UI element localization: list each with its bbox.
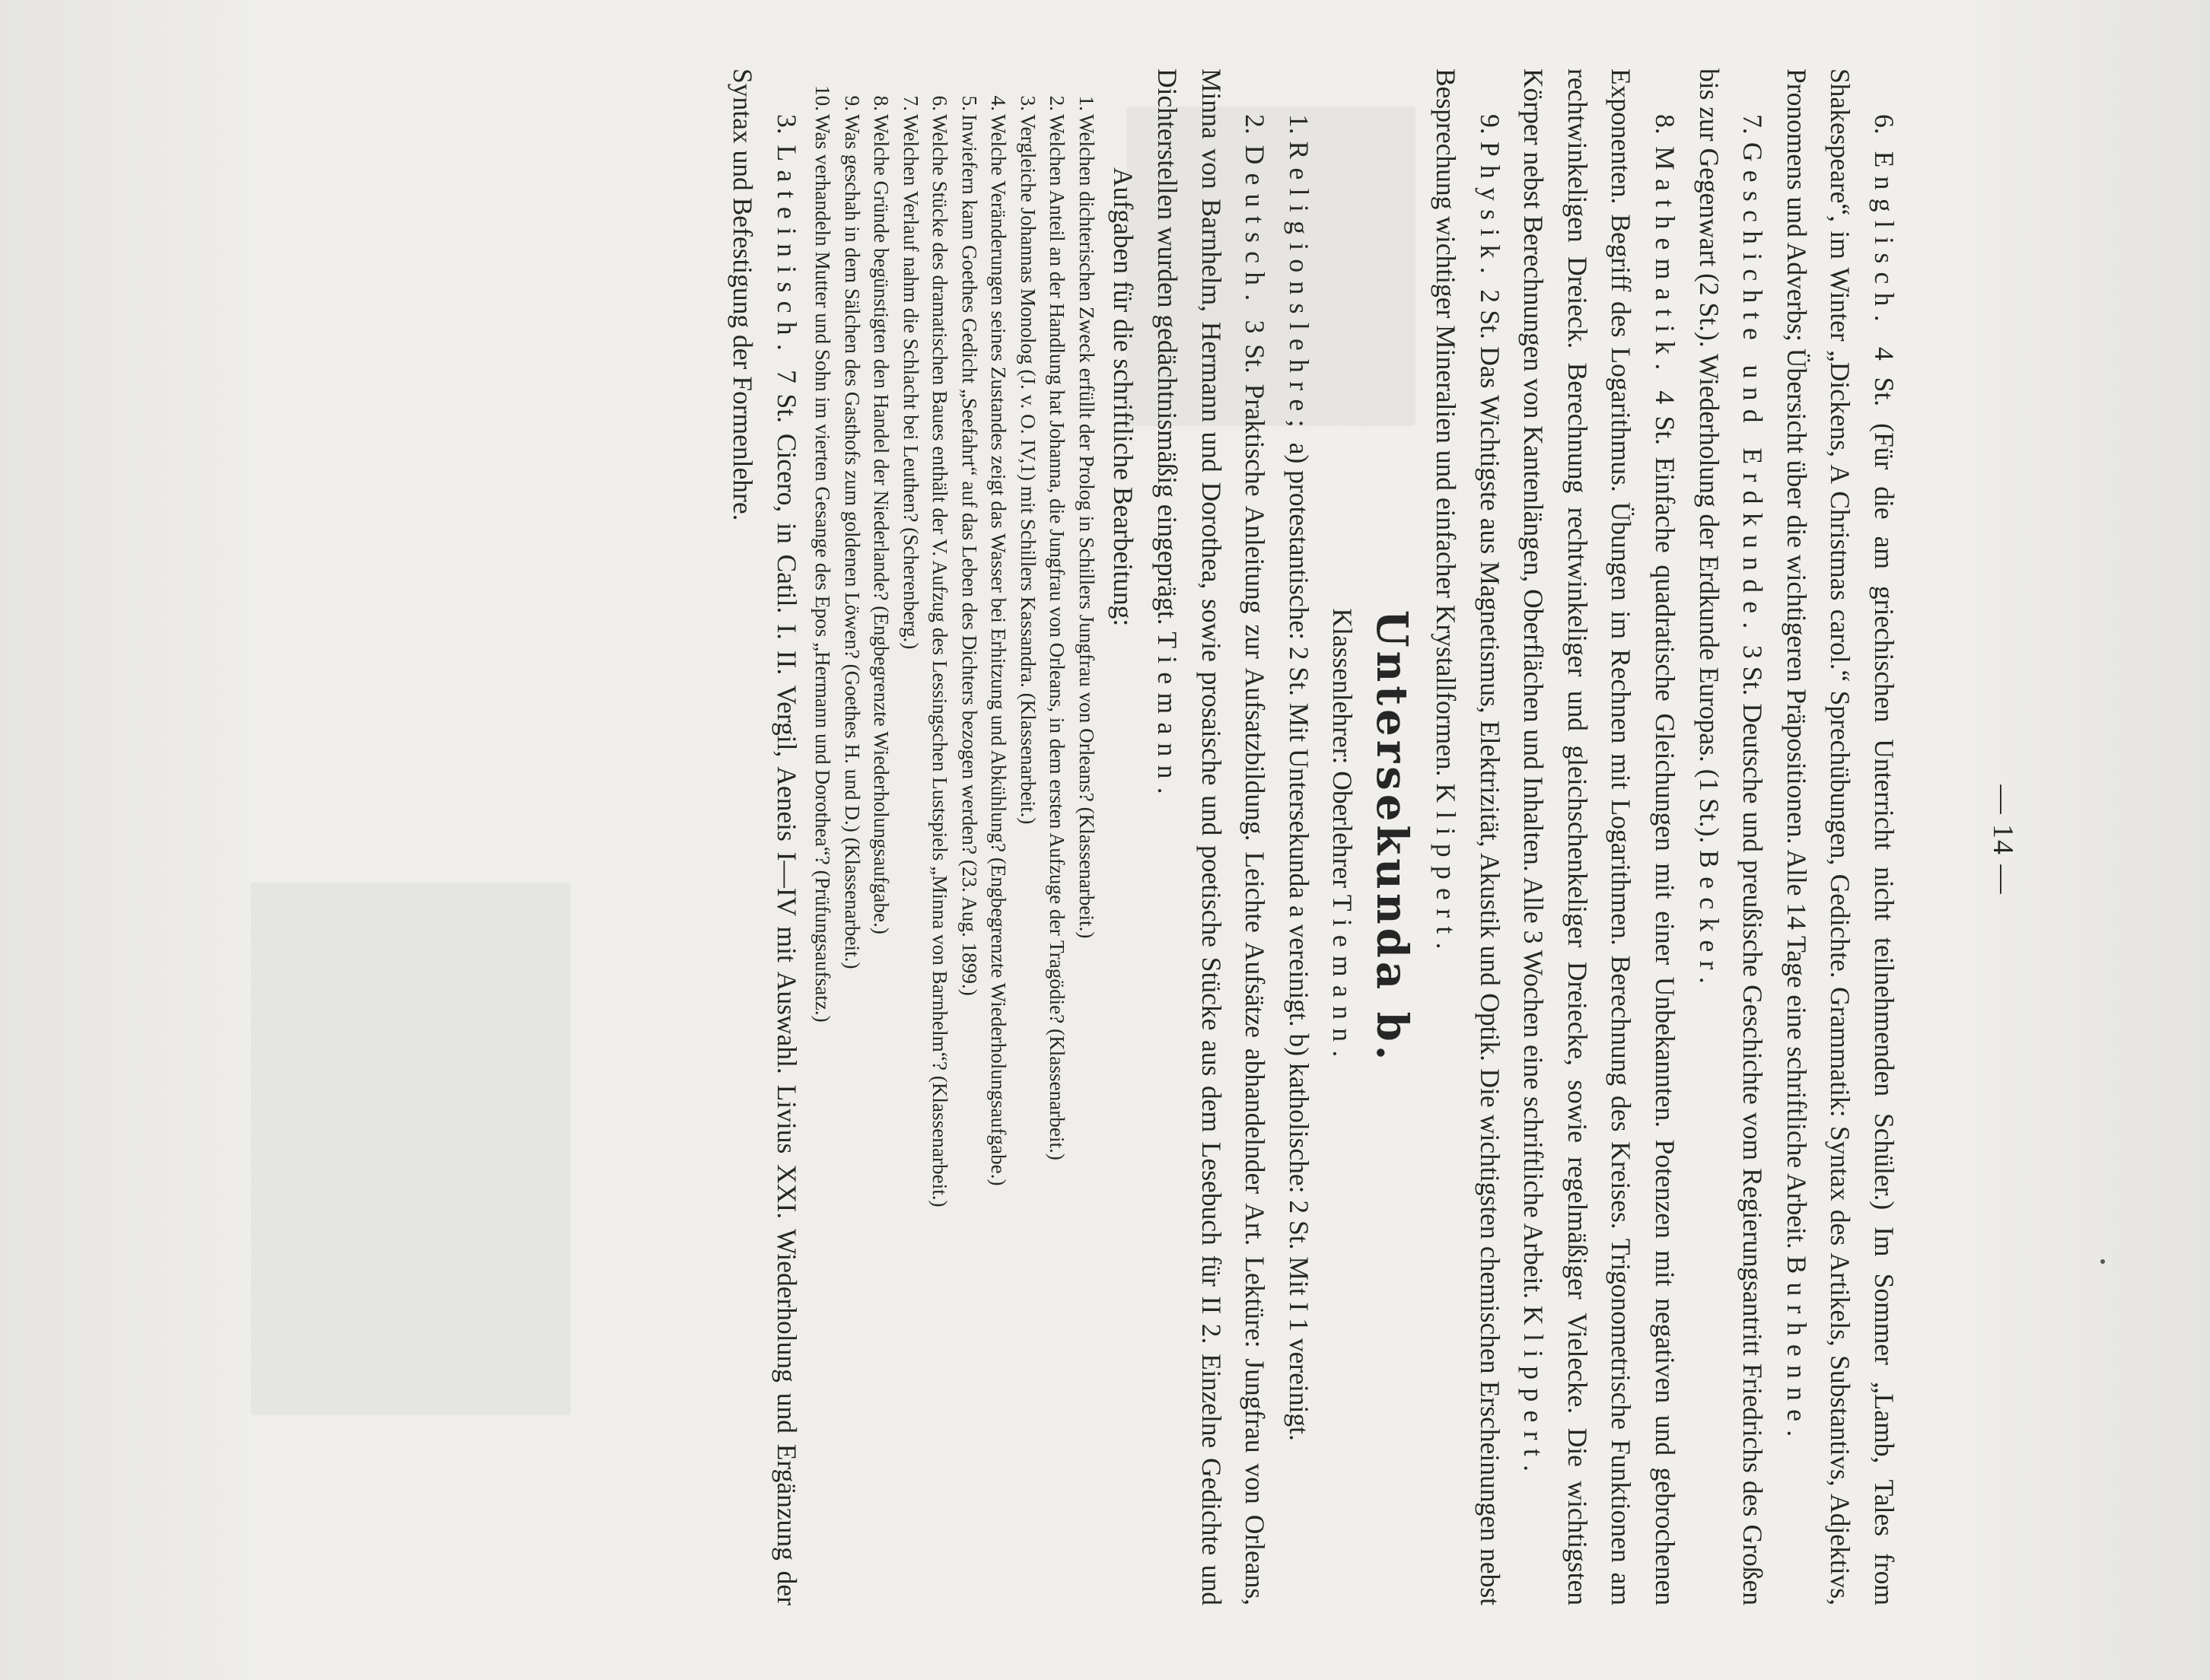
teacher-name: Becker. (1693, 850, 1724, 993)
list-item: 9. Was geschah in dem Sälchen des Gasthofs zum goldenen Löwen? (Goethes H. und D.) (Klassenarbeit.) (840, 95, 864, 969)
german-paragraph: 2. Deutsch. 3 St. Praktische Anleitung zur Aufsatzbildung. Leichte Aufsätze abhandelnder Art. Lektüre: Jungfrau von Orleans, Minna von Barnhelm, Hermann und Dorothea, sowie prosaische und poetische Stücke aus dem Lesebuch für II 2. Einzelne Gedichte und Dichterstellen wurden gedächtnismäßig eingeprägt. Tiemann. (1152, 68, 1271, 1606)
history-geography-paragraph: 7. Geschichte und Erdkunde. 3 St. Deutsche und preußische Geschichte vom Regierungsantritt Friedrichs des Großen bis zur Gegenwart (2 St.). Wiederholung der Erdkunde Europas. (1 St.). Becker. (1693, 68, 1769, 1606)
subject-label: Englisch. (1869, 151, 1900, 330)
tasks-list (808, 68, 1101, 1605)
list-item: 6. Welche Stücke des dramatischen Baues enthält der V. Aufzug des Lessingschen Lustspiels „Minna von Barnhelm“? (Klassenarbeit.) (928, 95, 952, 1208)
section-heading: Untersekunda b. (1367, 609, 1418, 1064)
class-teacher-line: Klassenlehrer: Oberlehrer Tiemann. (1327, 608, 1358, 1066)
bleed-through-smudge (1126, 107, 1415, 426)
religion-paragraph: 1. Religionslehre; a) protestantische: 2 St. Mit Untersekunda a vereinigt. b) katholische: 2 St. Mit I 1 vereinigt. (1283, 114, 1314, 1441)
list-item: 10. Was verhandeln Mutter und Sohn im vierten Gesange des Epos „Hermann und Dorothea“? (Prüfungsaufsatz.) (811, 85, 835, 1023)
scan-speck (2100, 1259, 2105, 1264)
list-item: 3. Vergleiche Johannas Monolog (J. v. O. IV,1) mit Schillers Kassandra. (Klassenarbeit.) (1016, 95, 1040, 825)
tasks-title: Aufgaben für die schriftliche Bearbeitung: (1108, 167, 1139, 627)
subject-label: Lateinisch. (771, 145, 802, 360)
teacher-name: Klippert. (1518, 1305, 1549, 1481)
bleed-through-smudge (251, 883, 571, 1415)
mathematics-paragraph: 8. Mathematik. 4 St. Einfache quadratische Gleichungen mit einer Unbekannten. Potenzen mit negativen und gebrochenen Exponenten. Begriff des Logarithmus. Übungen im Rechnen mit Logarithmen. Berechnung des Kreises. Trigonometrische Funktionen am rechtwinkeligen Dreieck. Berechnung rechtwinkeliger und gleichschenkeliger Dreiecke, sowie regelmäßiger Vielecke. Die wichtigsten Körper nebst Berechnungen von Kantenlängen, Oberflächen und Inhalten. Alle 3 Wochen eine schriftliche Arbeit. Klippert. (1518, 68, 1681, 1606)
list-item: 4. Welche Veränderungen seines Zustandes zeigt das Wasser bei Erhitzung und Abkühlung? (Engbegrenzte Wiederholungsaufgabe.) (987, 95, 1011, 1186)
list-item: 8. Welche Gründe begünstigten den Handel der Niederlande? (Engbegrenzte Wiederholungsaufgabe.) (870, 95, 893, 934)
english-paragraph: 6. Englisch. 4 St. (Für die am griechischen Unterricht nicht teilnehmenden Schüler.) Im Sommer „Lamb, Tales from Shakespeare“, im Winter „Dickens, A Christmas carol.“ Sprechübungen, Gedichte. Grammatik: Syntax des Artikels, Substantivs, Adjektivs, Pronomens und Adverbs; Übersicht über die wichtigeren Präpositionen. Alle 14 Tage eine schriftliche Arbeit. Burhenne. (1781, 68, 1900, 1606)
list-item: 1. Welchen dichterischen Zweck erfüllt der Prolog in Schillers Jungfrau von Orleans? (Klassenarbeit.) (1075, 95, 1098, 939)
teacher-name: Tiemann. (1152, 632, 1183, 803)
teacher-name: Klippert. (1431, 783, 1462, 958)
physics-paragraph: 9. Physik. 2 St. Das Wichtigste aus Magnetismus, Elektrizität, Akustik und Optik. Die wichtigsten chemischen Erscheinungen nebst Besprechung wichtiger Mineralien und einfacher Krystallformen. Klippert. (1431, 68, 1505, 1606)
page-number: — 14 — (1987, 784, 2019, 896)
subject-label: Mathematik. (1650, 146, 1681, 379)
list-item: 7. Welchen Verlauf nahm die Schlacht bei Leuthen? (Scherenberg.) (899, 95, 922, 650)
teacher-name: Burhenne. (1781, 1255, 1812, 1446)
subject-label: Deutsch. (1240, 145, 1271, 310)
list-item: 5. Inwiefern kann Goethes Gedicht „Seefahrt“ auf das Leben des Dichters bezogen werden? (23. Aug. 1899.) (957, 95, 981, 996)
subject-label: Physik. (1474, 141, 1505, 283)
class-teacher-name: Tiemann. (1327, 894, 1358, 1066)
latin-paragraph: 3. Lateinisch. 7 St. Cicero, in Catil. I. II. Vergil, Aeneis I—IV mit Auswahl. Livius XXI. Wiederholung und Ergänzung der Syntax und Befestigung der Formenlehre. (728, 68, 802, 1606)
subject-label: Geschichte und Erdkunde. (1737, 142, 1769, 638)
list-item: 2. Welchen Anteil an der Handlung hat Johanna, die Jungfrau von Orleans, in dem ersten Aufzuge der Tragödie? (Klassenarbeit.) (1046, 95, 1069, 1160)
subject-label: Religionslehre; (1283, 141, 1314, 436)
